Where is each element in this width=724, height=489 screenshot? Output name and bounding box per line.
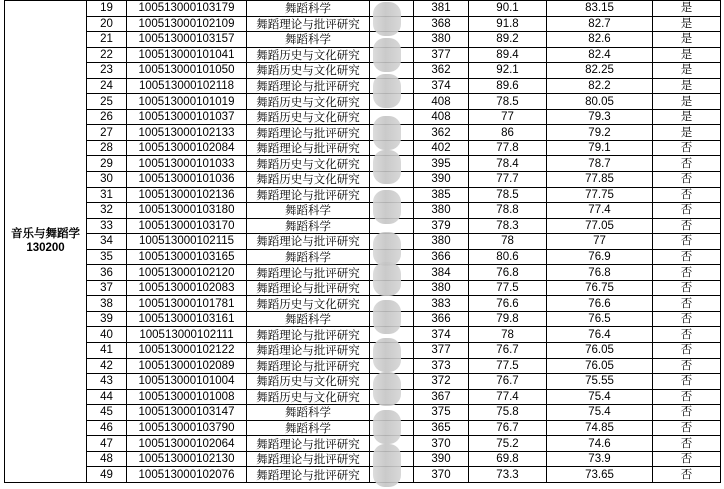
total-score: 76.5 <box>547 311 653 327</box>
table-row <box>5 47 721 63</box>
candidate-id: 100513000103157 <box>127 32 247 48</box>
candidate-id: 100513000102122 <box>127 343 247 359</box>
candidate-name-redacted <box>370 94 414 110</box>
candidate-name-redacted <box>370 187 414 203</box>
candidate-name-redacted <box>370 78 414 94</box>
total-score: 80.05 <box>547 94 653 110</box>
initial-exam-score: 374 <box>414 78 469 94</box>
initial-exam-score: 368 <box>414 16 469 32</box>
research-direction: 舞蹈历史与文化研究 <box>247 156 370 172</box>
row-number: 46 <box>87 420 127 436</box>
row-number: 31 <box>87 187 127 203</box>
initial-exam-score: 408 <box>414 94 469 110</box>
candidate-name-redacted <box>370 436 414 452</box>
initial-exam-score: 377 <box>414 47 469 63</box>
admitted-flag: 是 <box>653 63 721 79</box>
candidate-name-redacted <box>370 32 414 48</box>
interview-score: 91.8 <box>469 16 547 32</box>
research-direction: 舞蹈理论与批评研究 <box>247 436 370 452</box>
admitted-flag: 否 <box>653 436 721 452</box>
admitted-flag: 否 <box>653 156 721 172</box>
row-number: 37 <box>87 280 127 296</box>
initial-exam-score: 408 <box>414 109 469 125</box>
initial-exam-score: 370 <box>414 467 469 483</box>
table-row <box>5 172 721 188</box>
table-row <box>5 94 721 110</box>
table-row <box>5 389 721 405</box>
interview-score: 89.4 <box>469 47 547 63</box>
research-direction: 舞蹈科学 <box>247 249 370 265</box>
research-direction: 舞蹈理论与批评研究 <box>247 78 370 94</box>
interview-score: 76.7 <box>469 343 547 359</box>
research-direction: 舞蹈理论与批评研究 <box>247 451 370 467</box>
row-number: 25 <box>87 94 127 110</box>
initial-exam-score: 381 <box>414 1 469 17</box>
candidate-name-redacted <box>370 16 414 32</box>
candidate-name-redacted <box>370 203 414 219</box>
admitted-flag: 是 <box>653 16 721 32</box>
candidate-name-redacted <box>370 374 414 390</box>
initial-exam-score: 385 <box>414 187 469 203</box>
major-cell <box>5 1 87 483</box>
total-score: 74.85 <box>547 420 653 436</box>
candidate-id: 100513000102111 <box>127 327 247 343</box>
candidate-name-redacted <box>370 327 414 343</box>
total-score: 77 <box>547 234 653 250</box>
total-score: 76.05 <box>547 358 653 374</box>
initial-exam-score: 380 <box>414 280 469 296</box>
interview-score: 77.4 <box>469 389 547 405</box>
candidate-id: 100513000102083 <box>127 280 247 296</box>
admitted-flag: 是 <box>653 109 721 125</box>
candidate-id: 100513000102115 <box>127 234 247 250</box>
candidate-id: 100513000103161 <box>127 311 247 327</box>
total-score: 77.4 <box>547 203 653 219</box>
interview-score: 77.7 <box>469 172 547 188</box>
table-row <box>5 296 721 312</box>
candidate-name-redacted <box>370 265 414 281</box>
initial-exam-score: 365 <box>414 420 469 436</box>
research-direction: 舞蹈科学 <box>247 32 370 48</box>
initial-exam-score: 362 <box>414 125 469 141</box>
candidate-id: 100513000101781 <box>127 296 247 312</box>
admitted-flag: 否 <box>653 218 721 234</box>
table-row <box>5 32 721 48</box>
interview-score: 78 <box>469 327 547 343</box>
total-score: 75.55 <box>547 374 653 390</box>
research-direction: 舞蹈科学 <box>247 311 370 327</box>
interview-score: 77.5 <box>469 280 547 296</box>
initial-exam-score: 372 <box>414 374 469 390</box>
research-direction: 舞蹈历史与文化研究 <box>247 374 370 390</box>
total-score: 76.9 <box>547 249 653 265</box>
initial-exam-score: 370 <box>414 436 469 452</box>
initial-exam-score: 383 <box>414 296 469 312</box>
table-row <box>5 125 721 141</box>
row-number: 44 <box>87 389 127 405</box>
total-score: 82.6 <box>547 32 653 48</box>
total-score: 79.1 <box>547 140 653 156</box>
row-number: 41 <box>87 343 127 359</box>
table-row <box>5 343 721 359</box>
candidate-id: 100513000101037 <box>127 109 247 125</box>
candidate-name-redacted <box>370 296 414 312</box>
research-direction: 舞蹈理论与批评研究 <box>247 265 370 281</box>
admitted-flag: 否 <box>653 405 721 421</box>
candidate-name-redacted <box>370 467 414 483</box>
initial-exam-score: 379 <box>414 218 469 234</box>
admitted-flag: 否 <box>653 187 721 203</box>
candidate-name-redacted <box>370 156 414 172</box>
interview-score: 77.5 <box>469 358 547 374</box>
total-score: 74.6 <box>547 436 653 452</box>
row-number: 28 <box>87 140 127 156</box>
research-direction: 舞蹈科学 <box>247 1 370 17</box>
total-score: 79.3 <box>547 109 653 125</box>
interview-score: 92.1 <box>469 63 547 79</box>
admitted-flag: 否 <box>653 172 721 188</box>
table-row <box>5 234 721 250</box>
interview-score: 76.7 <box>469 420 547 436</box>
admitted-flag: 否 <box>653 327 721 343</box>
admitted-flag: 是 <box>653 78 721 94</box>
interview-score: 78.5 <box>469 94 547 110</box>
row-number: 30 <box>87 172 127 188</box>
candidate-name-redacted <box>370 343 414 359</box>
candidate-id: 100513000102120 <box>127 265 247 281</box>
total-score: 82.4 <box>547 47 653 63</box>
total-score: 76.8 <box>547 265 653 281</box>
table-row <box>5 218 721 234</box>
admitted-flag: 否 <box>653 374 721 390</box>
initial-exam-score: 367 <box>414 389 469 405</box>
row-number: 26 <box>87 109 127 125</box>
table-row <box>5 451 721 467</box>
candidate-name-redacted <box>370 63 414 79</box>
research-direction: 舞蹈历史与文化研究 <box>247 389 370 405</box>
total-score: 77.05 <box>547 218 653 234</box>
research-direction: 舞蹈历史与文化研究 <box>247 109 370 125</box>
candidate-id: 100513000101008 <box>127 389 247 405</box>
research-direction: 舞蹈理论与批评研究 <box>247 234 370 250</box>
initial-exam-score: 374 <box>414 327 469 343</box>
candidate-id: 100513000101033 <box>127 156 247 172</box>
row-number: 42 <box>87 358 127 374</box>
candidate-name-redacted <box>370 109 414 125</box>
candidate-name-redacted <box>370 451 414 467</box>
candidate-id: 100513000102089 <box>127 358 247 374</box>
interview-score: 78.8 <box>469 203 547 219</box>
initial-exam-score: 373 <box>414 358 469 374</box>
table-row <box>5 467 721 483</box>
table-row <box>5 140 721 156</box>
table-row <box>5 203 721 219</box>
total-score: 77.75 <box>547 187 653 203</box>
research-direction: 舞蹈历史与文化研究 <box>247 172 370 188</box>
initial-exam-score: 384 <box>414 265 469 281</box>
table-row <box>5 374 721 390</box>
admitted-flag: 否 <box>653 249 721 265</box>
admitted-flag: 否 <box>653 265 721 281</box>
interview-score: 86 <box>469 125 547 141</box>
interview-score: 75.2 <box>469 436 547 452</box>
candidate-name-redacted <box>370 311 414 327</box>
candidate-name-redacted <box>370 218 414 234</box>
candidate-name-redacted <box>370 358 414 374</box>
row-number: 33 <box>87 218 127 234</box>
research-direction: 舞蹈科学 <box>247 420 370 436</box>
table-row <box>5 78 721 94</box>
research-direction: 舞蹈理论与批评研究 <box>247 343 370 359</box>
initial-exam-score: 366 <box>414 311 469 327</box>
initial-exam-score: 380 <box>414 203 469 219</box>
interview-score: 73.3 <box>469 467 547 483</box>
table-row <box>5 187 721 203</box>
admitted-flag: 是 <box>653 47 721 63</box>
total-score: 75.4 <box>547 389 653 405</box>
interview-score: 75.8 <box>469 405 547 421</box>
candidate-name-redacted <box>370 280 414 296</box>
admitted-flag: 是 <box>653 94 721 110</box>
research-direction: 舞蹈科学 <box>247 203 370 219</box>
candidate-id: 100513000101041 <box>127 47 247 63</box>
interview-score: 80.6 <box>469 249 547 265</box>
table-row <box>5 109 721 125</box>
initial-exam-score: 402 <box>414 140 469 156</box>
row-number: 39 <box>87 311 127 327</box>
research-direction: 舞蹈理论与批评研究 <box>247 327 370 343</box>
row-number: 27 <box>87 125 127 141</box>
total-score: 76.6 <box>547 296 653 312</box>
admitted-flag: 否 <box>653 389 721 405</box>
research-direction: 舞蹈科学 <box>247 405 370 421</box>
row-number: 45 <box>87 405 127 421</box>
row-number: 34 <box>87 234 127 250</box>
candidate-id: 100513000103165 <box>127 249 247 265</box>
row-number: 36 <box>87 265 127 281</box>
admitted-flag: 否 <box>653 467 721 483</box>
total-score: 76.05 <box>547 343 653 359</box>
admitted-flag: 否 <box>653 234 721 250</box>
initial-exam-score: 366 <box>414 249 469 265</box>
candidate-name-redacted <box>370 234 414 250</box>
table-row <box>5 280 721 296</box>
row-number: 43 <box>87 374 127 390</box>
row-number: 32 <box>87 203 127 219</box>
candidate-name-redacted <box>370 125 414 141</box>
candidate-id: 100513000102133 <box>127 125 247 141</box>
major-code: 130200 <box>26 242 65 255</box>
initial-exam-score: 380 <box>414 234 469 250</box>
total-score: 82.2 <box>547 78 653 94</box>
interview-score: 77.8 <box>469 140 547 156</box>
candidate-id: 100513000102076 <box>127 467 247 483</box>
interview-score: 90.1 <box>469 1 547 17</box>
research-direction: 舞蹈历史与文化研究 <box>247 47 370 63</box>
table-row <box>5 358 721 374</box>
interview-score: 78.4 <box>469 156 547 172</box>
admitted-flag: 否 <box>653 343 721 359</box>
total-score: 73.9 <box>547 451 653 467</box>
interview-score: 78 <box>469 234 547 250</box>
initial-exam-score: 377 <box>414 343 469 359</box>
admitted-flag: 是 <box>653 32 721 48</box>
interview-score: 78.5 <box>469 187 547 203</box>
admitted-flag: 是 <box>653 125 721 141</box>
research-direction: 舞蹈理论与批评研究 <box>247 187 370 203</box>
table-row <box>5 327 721 343</box>
interview-score: 77 <box>469 109 547 125</box>
admitted-flag: 否 <box>653 311 721 327</box>
total-score: 82.7 <box>547 16 653 32</box>
admission-table <box>4 0 721 483</box>
initial-exam-score: 375 <box>414 405 469 421</box>
table-row <box>5 405 721 421</box>
research-direction: 舞蹈历史与文化研究 <box>247 94 370 110</box>
candidate-id: 100513000103147 <box>127 405 247 421</box>
candidate-id: 100513000103790 <box>127 420 247 436</box>
row-number: 48 <box>87 451 127 467</box>
initial-exam-score: 380 <box>414 32 469 48</box>
admitted-flag: 否 <box>653 140 721 156</box>
candidate-id: 100513000101036 <box>127 172 247 188</box>
total-score: 76.4 <box>547 327 653 343</box>
table-row <box>5 311 721 327</box>
table-row <box>5 1 721 17</box>
candidate-id: 100513000102084 <box>127 140 247 156</box>
candidate-name-redacted <box>370 389 414 405</box>
row-number: 24 <box>87 78 127 94</box>
candidate-id: 100513000102064 <box>127 436 247 452</box>
row-number: 20 <box>87 16 127 32</box>
candidate-id: 100513000103179 <box>127 1 247 17</box>
admitted-flag: 否 <box>653 203 721 219</box>
row-number: 29 <box>87 156 127 172</box>
row-number: 23 <box>87 63 127 79</box>
interview-score: 76.7 <box>469 374 547 390</box>
research-direction: 舞蹈科学 <box>247 218 370 234</box>
total-score: 73.65 <box>547 467 653 483</box>
candidate-name-redacted <box>370 47 414 63</box>
candidate-id: 100513000101050 <box>127 63 247 79</box>
table-row <box>5 420 721 436</box>
table-row <box>5 249 721 265</box>
row-number: 22 <box>87 47 127 63</box>
admitted-flag: 是 <box>653 1 721 17</box>
row-number: 38 <box>87 296 127 312</box>
initial-exam-score: 395 <box>414 156 469 172</box>
row-number: 40 <box>87 327 127 343</box>
candidate-name-redacted <box>370 1 414 17</box>
admitted-flag: 否 <box>653 296 721 312</box>
row-number: 19 <box>87 1 127 17</box>
table-row <box>5 16 721 32</box>
interview-score: 76.8 <box>469 265 547 281</box>
major-name: 音乐与舞蹈学 <box>11 228 80 241</box>
candidate-id: 100513000102118 <box>127 78 247 94</box>
interview-score: 89.2 <box>469 32 547 48</box>
interview-score: 78.3 <box>469 218 547 234</box>
row-number: 49 <box>87 467 127 483</box>
interview-score: 79.8 <box>469 311 547 327</box>
candidate-id: 100513000102136 <box>127 187 247 203</box>
row-number: 47 <box>87 436 127 452</box>
initial-exam-score: 390 <box>414 451 469 467</box>
row-number: 35 <box>87 249 127 265</box>
table-row <box>5 265 721 281</box>
research-direction: 舞蹈理论与批评研究 <box>247 467 370 483</box>
total-score: 78.7 <box>547 156 653 172</box>
research-direction: 舞蹈理论与批评研究 <box>247 280 370 296</box>
table-row <box>5 156 721 172</box>
admitted-flag: 否 <box>653 280 721 296</box>
candidate-id: 100513000101019 <box>127 94 247 110</box>
admitted-flag: 否 <box>653 451 721 467</box>
candidate-name-redacted <box>370 249 414 265</box>
total-score: 75.4 <box>547 405 653 421</box>
total-score: 82.25 <box>547 63 653 79</box>
row-number: 21 <box>87 32 127 48</box>
interview-score: 69.8 <box>469 451 547 467</box>
total-score: 76.75 <box>547 280 653 296</box>
research-direction: 舞蹈理论与批评研究 <box>247 125 370 141</box>
initial-exam-score: 362 <box>414 63 469 79</box>
research-direction: 舞蹈历史与文化研究 <box>247 63 370 79</box>
table-row <box>5 63 721 79</box>
interview-score: 89.6 <box>469 78 547 94</box>
candidate-id: 100513000102109 <box>127 16 247 32</box>
admitted-flag: 否 <box>653 420 721 436</box>
candidate-name-redacted <box>370 405 414 421</box>
research-direction: 舞蹈理论与批评研究 <box>247 16 370 32</box>
admitted-flag: 否 <box>653 358 721 374</box>
initial-exam-score: 390 <box>414 172 469 188</box>
research-direction: 舞蹈理论与批评研究 <box>247 358 370 374</box>
candidate-name-redacted <box>370 420 414 436</box>
table-row <box>5 436 721 452</box>
research-direction: 舞蹈理论与批评研究 <box>247 140 370 156</box>
research-direction: 舞蹈历史与文化研究 <box>247 296 370 312</box>
candidate-name-redacted <box>370 140 414 156</box>
candidate-id: 100513000101004 <box>127 374 247 390</box>
candidate-name-redacted <box>370 172 414 188</box>
candidate-id: 100513000102130 <box>127 451 247 467</box>
interview-score: 76.6 <box>469 296 547 312</box>
candidate-id: 100513000103180 <box>127 203 247 219</box>
candidate-id: 100513000103170 <box>127 218 247 234</box>
total-score: 83.15 <box>547 1 653 17</box>
total-score: 79.2 <box>547 125 653 141</box>
total-score: 77.85 <box>547 172 653 188</box>
